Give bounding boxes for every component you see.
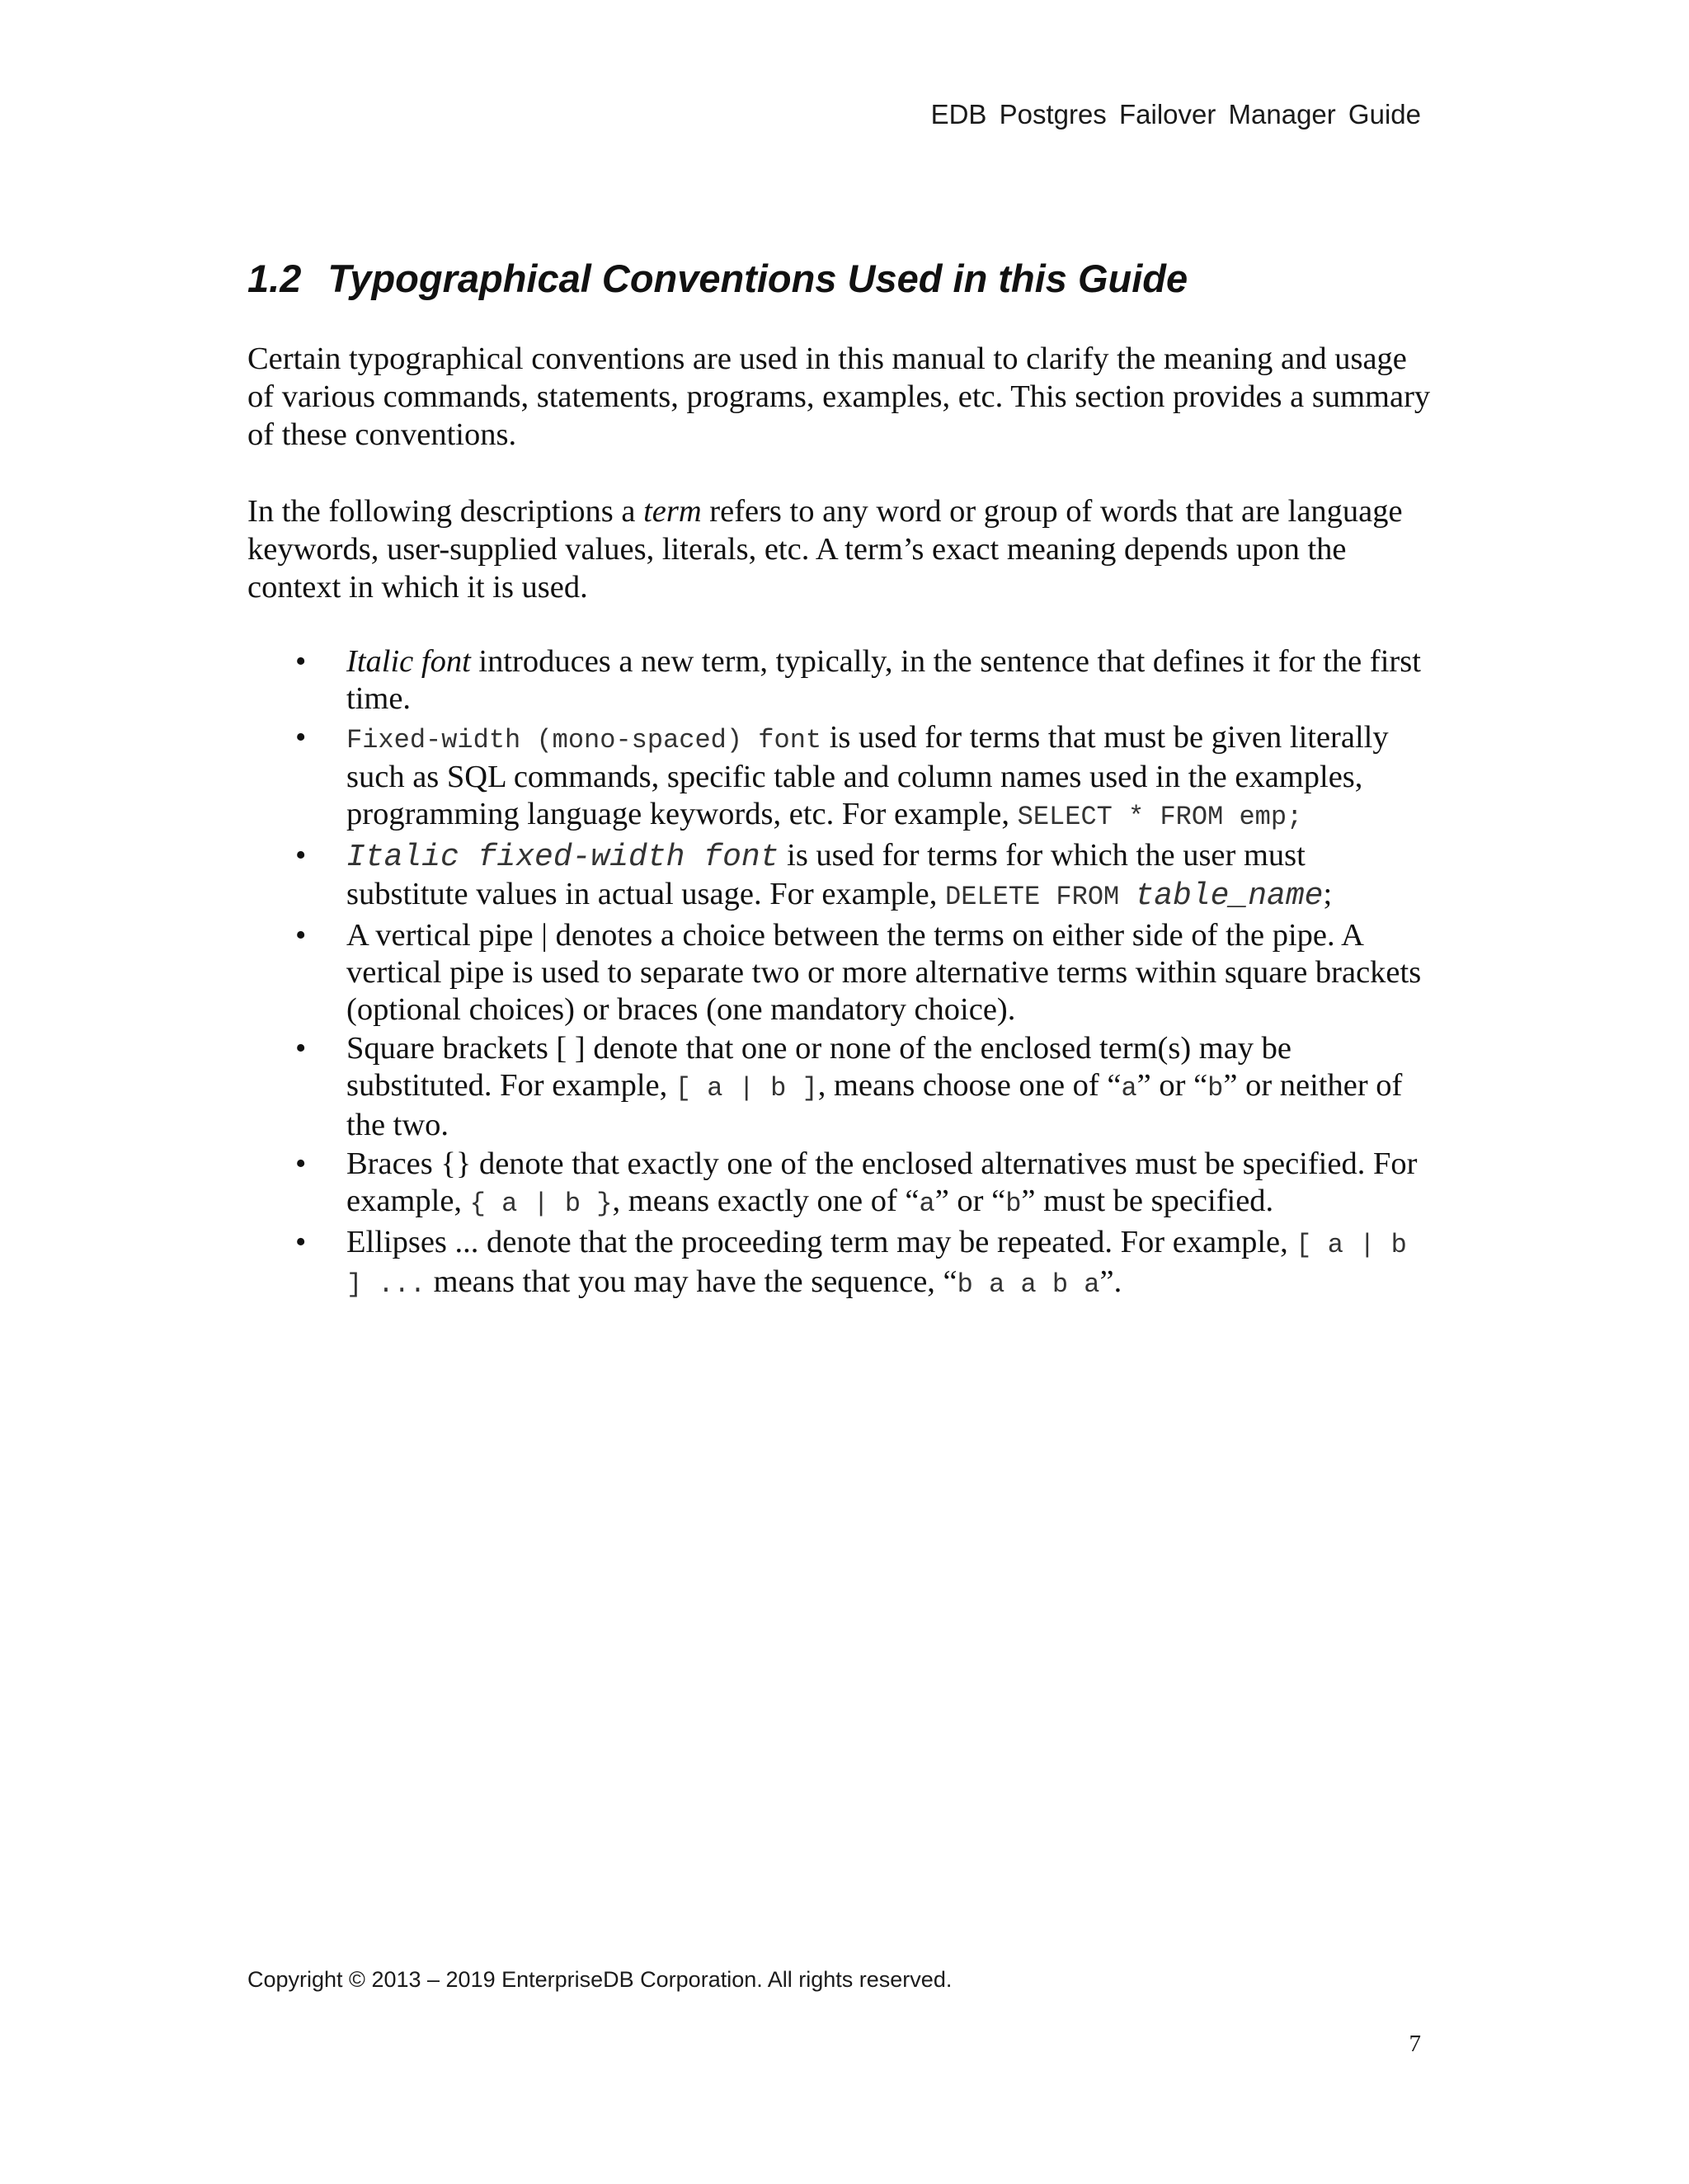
page-number: 7	[1409, 2031, 1421, 2057]
list-item	[247, 917, 1435, 1028]
code-example-placeholder: table_name	[1135, 878, 1324, 914]
code-example: [ a | b ] ...	[346, 1230, 1407, 1300]
bullet-icon: •	[295, 838, 307, 873]
bullet-icon: •	[295, 1225, 307, 1259]
bullet-icon: •	[295, 720, 307, 755]
term-paragraph-start: In the following descriptions a	[247, 494, 644, 529]
list-item-text-mid: ” or “	[1136, 1068, 1208, 1103]
term-paragraph-end: refers to any word or group of words that are language keywords, user-supplied values, literals, etc. A term’s exact meaning depends upon the context in which it is used.	[247, 494, 1403, 605]
code-example: SELECT * FROM emp;	[1017, 802, 1303, 832]
list-item-text: introduces a new term, typically, in the sentence that defines it for the first time.	[346, 644, 1421, 716]
list-item-text-end: ”.	[1099, 1264, 1122, 1299]
fixed-width-sample: Fixed-width (mono-spaced) font	[346, 725, 822, 755]
code-example: [ a | b ]	[675, 1073, 818, 1104]
list-item-text-mid: ” or “	[934, 1184, 1006, 1218]
running-header: EDB Postgres Failover Manager Guide	[930, 99, 1421, 129]
list-item-text-mid: , means choose one of “	[817, 1068, 1122, 1103]
intro-paragraph: Certain typographical conventions are used in this manual to clarify the meaning and usage of various commands, statements, programs, examples, etc. This section provides a summary of these conventions.	[247, 341, 1431, 452]
list-item	[247, 719, 1435, 835]
italic-font-sample: Italic font	[346, 644, 471, 679]
bullet-icon: •	[295, 644, 307, 679]
bullet-icon: •	[295, 918, 307, 953]
conventions-list	[247, 643, 1435, 1305]
list-item	[247, 1030, 1435, 1144]
list-item-text: is used for terms for which the user must substitute values in actual usage. For example,	[346, 838, 1306, 911]
section-number: 1.2	[247, 257, 302, 300]
code-sequence: b a a b a	[957, 1269, 1100, 1300]
code-b: b	[1005, 1188, 1022, 1219]
code-a: a	[1121, 1073, 1137, 1104]
bullet-icon: •	[295, 1031, 307, 1066]
code-a: a	[919, 1188, 935, 1219]
code-example: DELETE FROM	[944, 882, 1136, 912]
list-item	[247, 643, 1435, 718]
list-item-text-mid: means that you may have the sequence, “	[426, 1264, 957, 1299]
list-item-text: A vertical pipe | denotes a choice between the terms on either side of the pipe. A vertical pipe is used to separate two or more alternative terms within square brackets (optional choices) or braces (one mandatory choice).	[346, 918, 1422, 1027]
list-item	[247, 837, 1435, 915]
list-item-text: Square brackets [ ] denote that one or none of the enclosed term(s) may be substituted. For example,	[346, 1031, 1292, 1103]
section-heading	[247, 256, 1188, 301]
list-item-text-end: ;	[1323, 877, 1333, 911]
list-item-text: is used for terms that must be given literally such as SQL commands, specific table and column names used in the examples, programming language keywords, etc. For example,	[346, 720, 1389, 831]
list-item-text: Braces {} denote that exactly one of the enclosed alternatives must be specified. For example,	[346, 1146, 1418, 1218]
bullet-icon: •	[295, 1146, 307, 1181]
term-word: term	[643, 494, 702, 529]
italic-fixed-width-sample: Italic fixed-width font	[346, 840, 779, 875]
list-item-text-end: ” or neither of the two.	[346, 1068, 1403, 1142]
code-example: { a | b }	[469, 1188, 613, 1219]
list-item-text: Ellipses ... denote that the proceeding term may be repeated. For example,	[346, 1225, 1296, 1259]
code-b: b	[1207, 1073, 1224, 1104]
section-title: Typographical Conventions Used in this Guide	[327, 257, 1188, 300]
list-item	[247, 1224, 1435, 1303]
list-item-text-end: ” must be specified.	[1021, 1184, 1274, 1218]
term-paragraph	[247, 492, 1435, 606]
list-item	[247, 1146, 1435, 1222]
copyright-footer: Copyright © 2013 – 2019 EnterpriseDB Corporation. All rights reserved.	[247, 1967, 953, 1992]
list-item-text-mid: , means exactly one of “	[612, 1184, 920, 1218]
